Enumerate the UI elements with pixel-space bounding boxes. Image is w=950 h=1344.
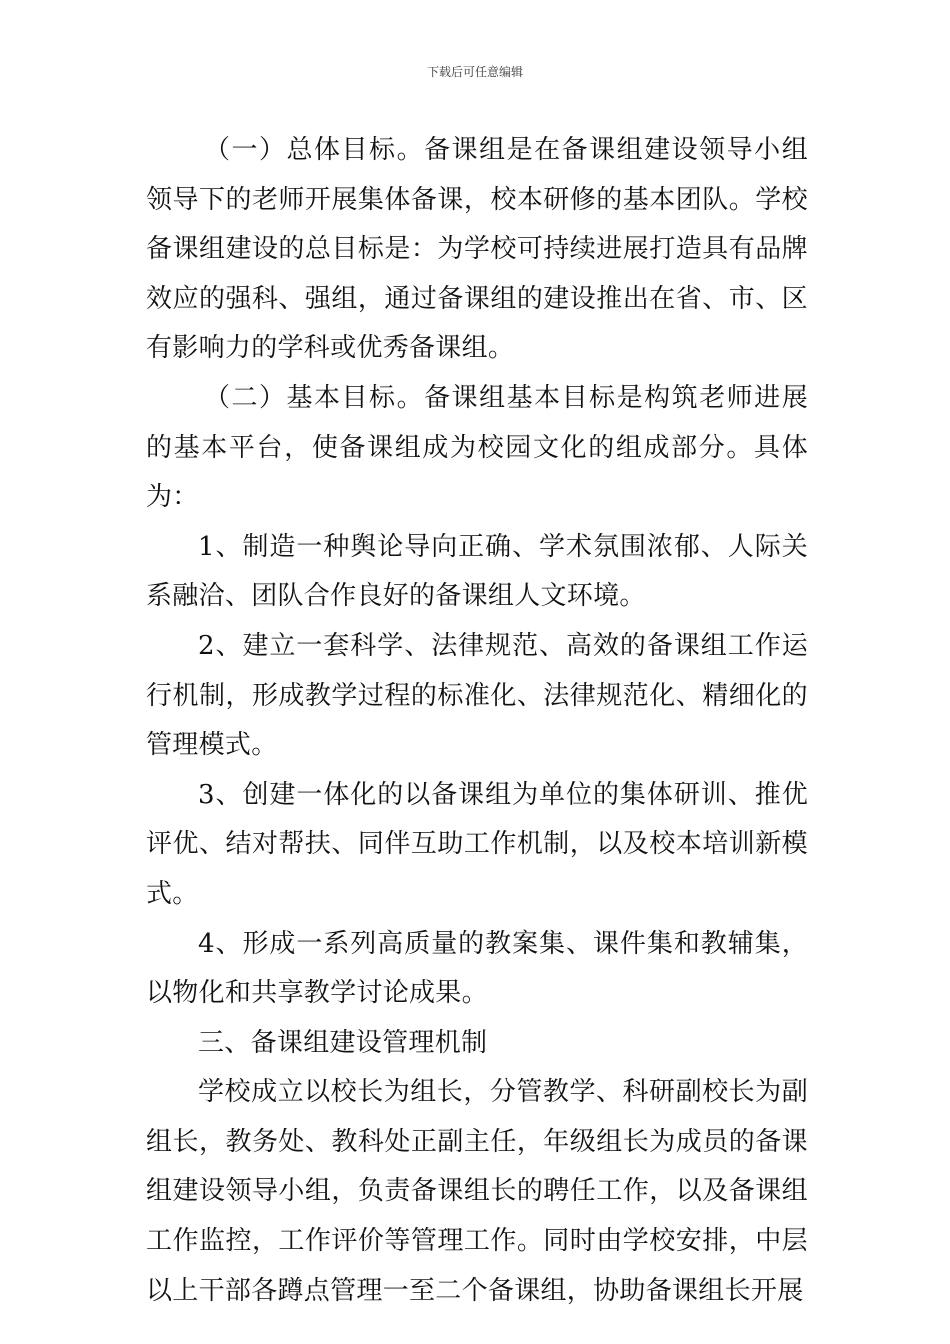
- paragraph-management: 学校成立以校长为组长，分管教学、科研副校长为副组长，教务处、教科处正副主任，年级组长为成员的备课组建设领导小组，负责备课组长的聘任工作，以及备课组工作监控，工作评价等管理工作。同时由学校安排，中层以上干部各蹲点管理一至二个备课组，协助备课组长开展: [146, 1077, 808, 1306]
- document-body: [146, 126, 808, 1316]
- paragraph-item-2: 2、建立一套科学、法律规范、高效的备课组工作运行机制，形成教学过程的标准化、法律规范化、精细化的管理模式。: [146, 630, 808, 761]
- paragraph-overall-goal: （一）总体目标。备课组是在备课组建设领导小组领导下的老师开展集体备课，校本研修的基本团队。学校备课组建设的总目标是：为学校可持续进展打造具有品牌效应的强科、强组，通过备课组的建设推出在省、市、区有影响力的学科或优秀备课组。: [146, 135, 808, 364]
- section-heading-management: 三、备课组建设管理机制: [198, 1027, 488, 1058]
- paragraph-item-4: 4、形成一系列高质量的教案集、课件集和教辅集，以物化和共享教学讨论成果。: [146, 928, 808, 1009]
- paragraph-item-1: 1、制造一种舆论导向正确、学术氛围浓郁、人际关系融洽、团队合作良好的备课组人文环境。: [146, 531, 808, 612]
- paragraph-basic-goal: （二）基本目标。备课组基本目标是构筑老师进展的基本平台，使备课组成为校园文化的组成部分。具体为：: [146, 382, 808, 513]
- paragraph-item-3: 3、创建一体化的以备课组为单位的集体研训、推优评优、结对帮扶、同伴互助工作机制，以及校本培训新模式。: [146, 779, 808, 909]
- page-header: 下载后可任意编辑: [426, 65, 523, 79]
